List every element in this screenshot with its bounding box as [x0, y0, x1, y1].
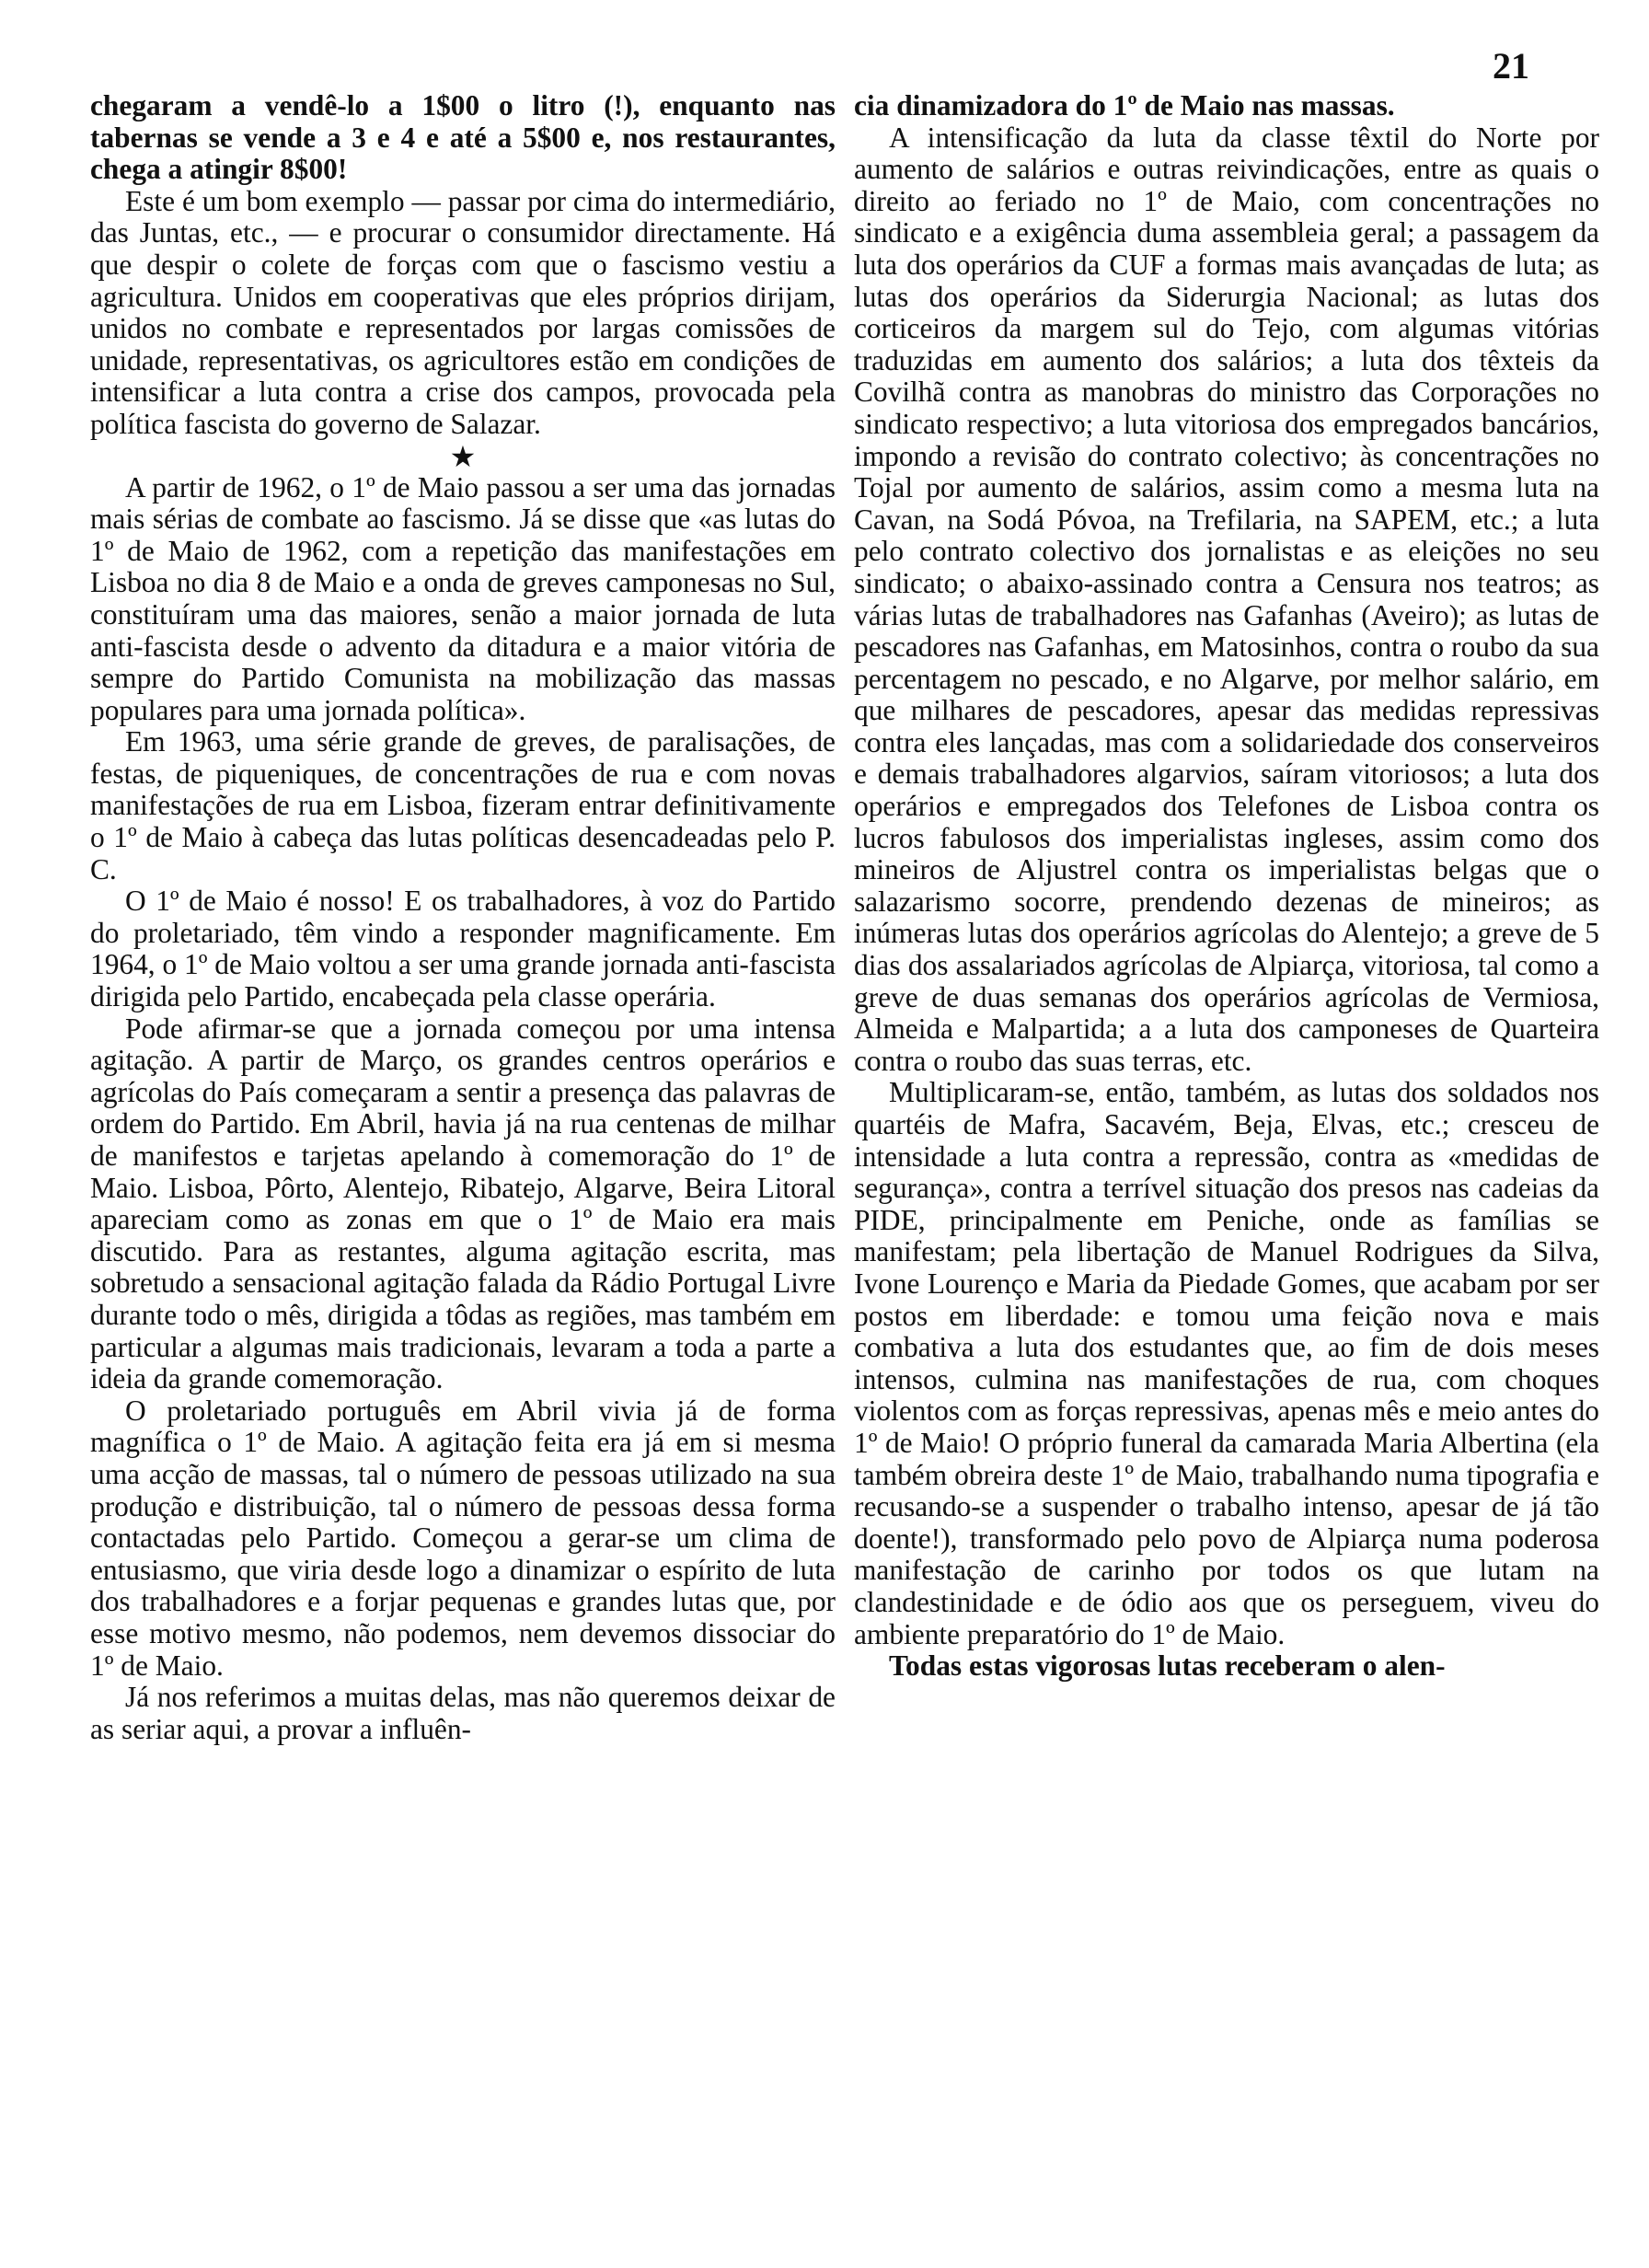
page-number: 21: [1493, 45, 1529, 87]
paragraph: Todas estas vigorosas lutas receberam o alen-: [889, 1649, 1446, 1683]
right-column: [854, 90, 1599, 1683]
paragraph: A partir de 1962, o 1º de Maio passou a ser uma das jornadas mais sérias de combate ao fascismo. Já se disse que «as lutas do 1º de Maio de 1962, com a repetição das manifestações em Lisboa no dia 8 de Maio e a onda de greves camponesas no Sul, constituíram uma das maiores, senão a maior jornada de luta anti-fascista desde o advento da ditadura e a maior vitória de sempre do Partido Comunista na mobilização das massas populares para uma jornada política».: [90, 470, 836, 726]
paragraph: Pode afirmar-se que a jornada começou por uma intensa agitação. A partir de Março, os grandes centros operários e agrícolas do País começaram a sentir a presença das palavras de ordem do Partido. Em Abril, havia já na rua centenas de milhar de manifestos e tarjetas apelando à comemoração do 1º de Maio. Lisboa, Pôrto, Alentejo, Ribatejo, Algarve, Beira Litoral apareciam como as zonas em que o 1º de Maio era mais discutido. Para as restantes, alguma agitação escrita, mas sobretudo a sensacional agitação falada da Rádio Portugal Livre durante todo o mês, dirigida a tôdas as regiões, mas também em particular a algumas mais tradicionais, levaram a toda a parte a ideia da grande comemoração.: [90, 1012, 836, 1395]
paragraph: O 1º de Maio é nosso! E os trabalhadores, à voz do Partido do proletariado, têm vindo a responder magnificamente. Em 1964, o 1º de Maio voltou a ser uma grande jornada anti-fascista dirigida pelo Partido, encabeçada pela classe operária.: [90, 885, 836, 1013]
paragraph: Em 1963, uma série grande de greves, de paralisações, de festas, de piqueniques, de concentrações de rua e com novas manifestações de rua em Lisboa, fizeram entrar definitivamente o 1º de Maio à cabeça das lutas políticas desencadeadas pelo P. C.: [90, 725, 836, 885]
paragraph: Já nos referimos a muitas delas, mas não queremos deixar de as seriar aqui, a provar a influên-: [90, 1681, 836, 1745]
paragraph: cia dinamizadora do 1º de Maio nas massas.: [854, 89, 1395, 122]
left-column: [90, 90, 836, 1745]
paragraph: Multiplicaram-se, então, também, as lutas dos soldados nos quartéis de Mafra, Sacavém, Beja, Elvas, etc.; cresceu de intensidade a luta contra a repressão, contra as «medidas de segurança», contra a terrível situação dos presos nas cadeias da PIDE, principalmente em Peniche, onde as famílias se manifestam; pela libertação de Manuel Rodrigues da Silva, Ivone Lourenço e Maria da Piedade Gomes, que acabam por ser postos em liberdade: e tomou uma feição nova e mais combativa a luta dos estudantes que, ao fim de dois meses intensos, culmina nas manifestações de rua, com choques violentos com as forças repressivas, apenas mês e meio antes do 1º de Maio! O próprio funeral da camarada Maria Albertina (ela também obreira deste 1º de Maio, trabalhando numa tipografia e recusando-se a suspender o trabalho intenso, apesar de já tão doente!), transformado pelo povo de Alpiarça numa poderosa manifestação de carinho por todos os que lutam na clandestinidade e de ódio aos que os perseguem, viveu do ambiente preparatório do 1º de Maio.: [854, 1076, 1599, 1650]
section-separator-star: ★: [449, 439, 477, 473]
paragraph: Este é um bom exemplo — passar por cima do intermediário, das Juntas, etc., — e procurar o consumidor directamente. Há que despir o colete de forças com que o fascismo vestiu a agricultura. Unidos em cooperativas que eles próprios dirijam, unidos no combate e representados por largas comissões de unidade, representativas, os agricultores estão em condições de intensificar a luta contra a crise dos campos, provocada pela política fascista do governo de Salazar.: [90, 184, 836, 440]
paragraph: O proletariado português em Abril vivia já de forma magnífica o 1º de Maio. A agitação feita era já em si mesma uma acção de massas, tal o número de pessoas utilizado na sua produção e distribuição, tal o número de pessoas dessa forma contactadas pelo Partido. Começou a gerar-se um clima de entusiasmo, que viria desde logo a dinamizar o espírito de luta dos trabalhadores e a forjar pequenas e grandes lutas que, por esse motivo mesmo, não podemos, nem devemos dissociar do 1º de Maio.: [90, 1394, 836, 1682]
paragraph: A intensificação da luta da classe têxtil do Norte por aumento de salários e outras reivindicações, entre as quais o direito ao feriado no 1º de Maio, com concentrações no sindicato e a exigência duma assembleia geral; a passagem da luta dos operários da CUF a formas mais avançadas de luta; as lutas dos operários da Siderurgia Nacional; as lutas dos corticeiros da margem sul do Tejo, com algumas vitórias traduzidas em aumento dos salários; a luta dos têxteis da Covilhã contra as manobras do ministro das Corporações no sindicato respectivo; a luta vitoriosa dos empregados bancários, impondo a revisão do contrato colectivo; às concentrações no Tojal por aumento de salários, assim como a mesma luta na Cavan, na Sodá Póvoa, na Trefilaria, na SAPEM, etc.; a luta pelo contrato colectivo dos jornalistas e as eleições no seu sindicato; o abaixo-assinado contra a Censura nos teatros; as várias lutas de trabalhadores nas Gafanhas (Aveiro); as lutas de pescadores nas Gafanhas, em Matosinhos, contra o roubo da sua percentagem no pescado, e no Algarve, por melhor salário, em que milhares de pescadores, apesar das medidas repressivas contra eles lançadas, mas com a solidariedade dos conserveiros e demais trabalhadores algarvios, saíram vitoriosos; a luta dos operários e empregados dos Telefones de Lisboa contra os lucros fabulosos dos imperialistas ingleses, assim como dos mineiros de Aljustrel contra os imperialistas belgas que o salazarismo socorre, prendendo dezenas de mineiros; as inúmeras lutas dos operários agrícolas do Alentejo; a greve de 5 dias dos assalariados agrícolas de Alpiarça, vitoriosa, tal como a greve de duas semanas dos operários agrícolas de Vermiosa, Almeida e Malpartida; a a luta dos camponeses de Quarteira contra o roubo das suas terras, etc.: [854, 121, 1599, 1077]
paragraph: chegaram a vendê-lo a 1$00 o litro (!), enquanto nas tabernas se vende a 3 e 4 e até a 5$00 e, nos restaurantes, chega a atingir 8$00!: [90, 89, 836, 186]
